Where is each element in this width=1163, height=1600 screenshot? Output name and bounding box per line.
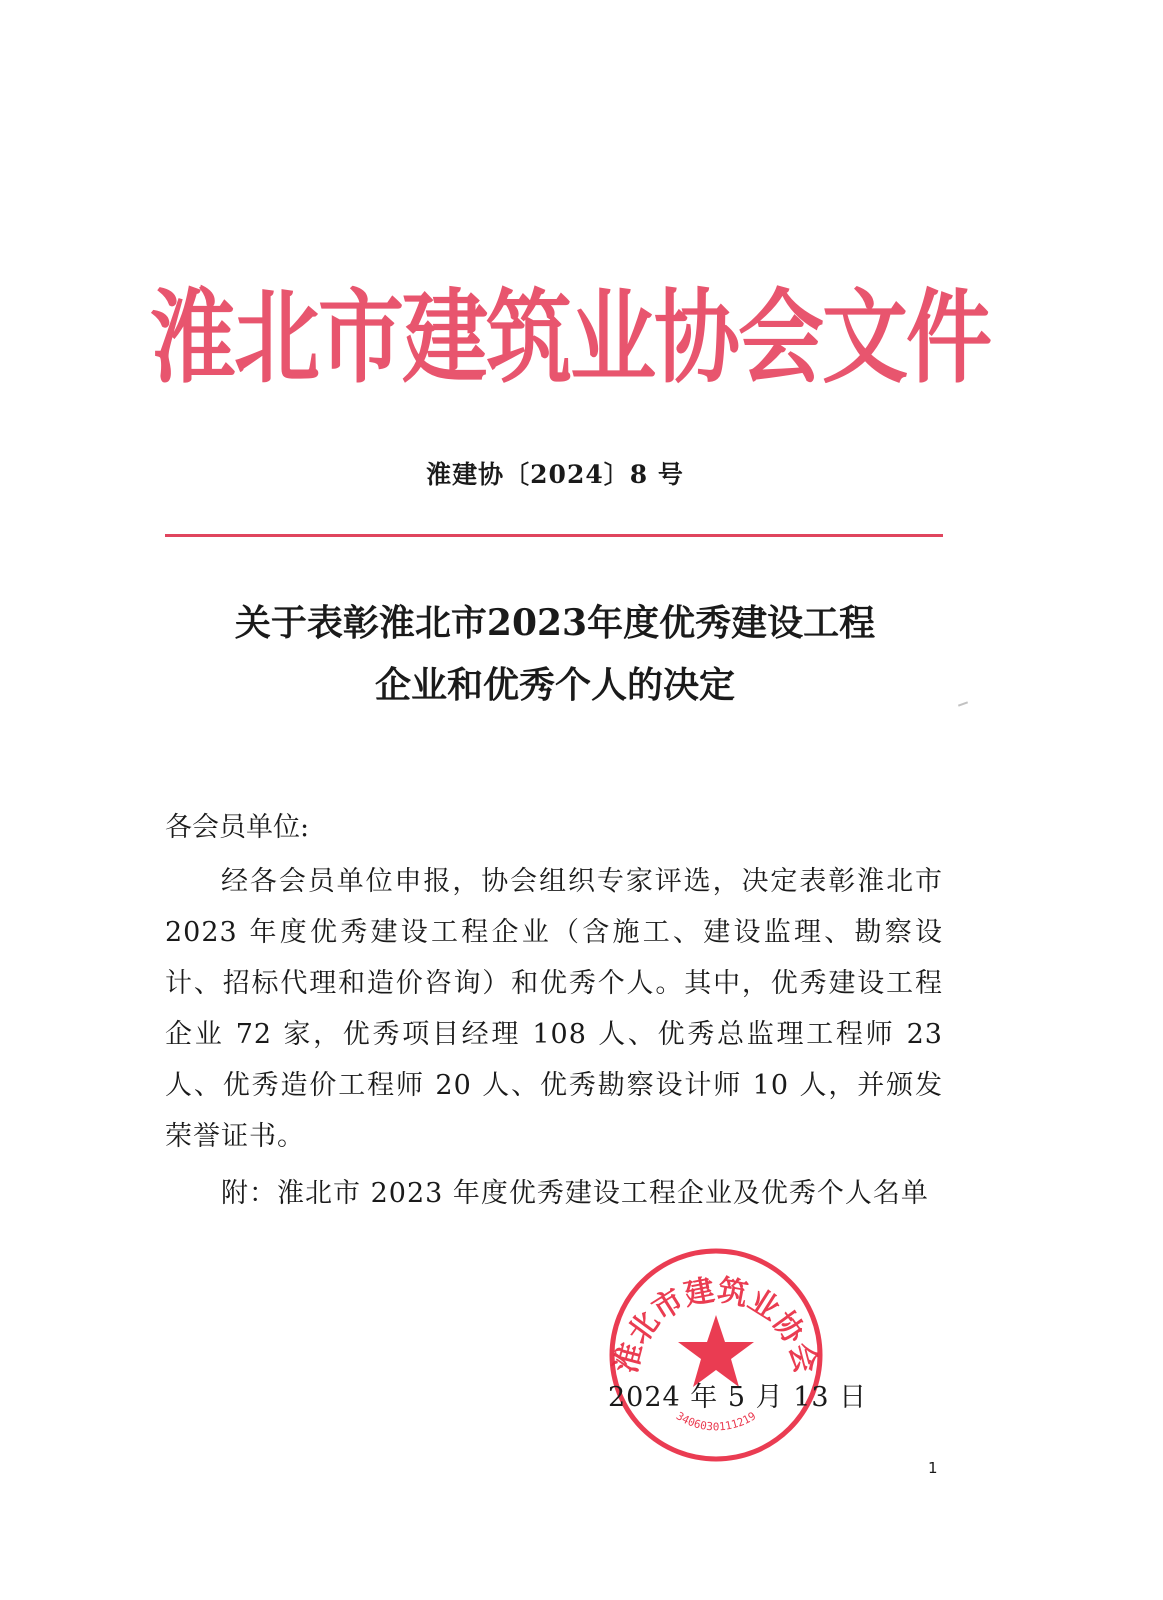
title-line-1: 关于表彰淮北市2023年度优秀建设工程 xyxy=(234,602,876,644)
seal-ring-text: 淮北市建筑业协会 xyxy=(608,1272,824,1378)
official-seal xyxy=(606,1245,826,1465)
attachment-note: 附：淮北市 2023 年度优秀建设工程企业及优秀个人名单 xyxy=(221,1178,929,1209)
salutation: 各会员单位: xyxy=(165,812,310,843)
seal-code: 3406030111219 xyxy=(673,1409,759,1434)
issue-date: 2024 年 5 月 13 日 xyxy=(608,1382,868,1413)
scan-speck xyxy=(958,701,968,706)
masthead-title: 淮北市建筑业协会文件 xyxy=(150,279,990,398)
title-line-2: 企业和优秀个人的决定 xyxy=(374,664,735,706)
document-number: 淮建协〔2024〕8 号 xyxy=(426,460,684,489)
body-paragraph: 经各会员单位申报，协会组织专家评选，决定表彰淮北市 2023 年度优秀建设工程企业（含施工、建设监理、勘察设计、招标代理和造价咨询）和优秀个人。其中，优秀建设工程企业 72 家，优秀项目经理 108 人、优秀总监理工程师 23 人、优秀造价工程师 20 人、优秀勘察设计师 10 人，并颁发荣誉证书。 xyxy=(165,866,943,1152)
page-number: 1 xyxy=(928,1459,938,1477)
red-divider-rule xyxy=(165,534,943,537)
document-title xyxy=(165,592,945,716)
